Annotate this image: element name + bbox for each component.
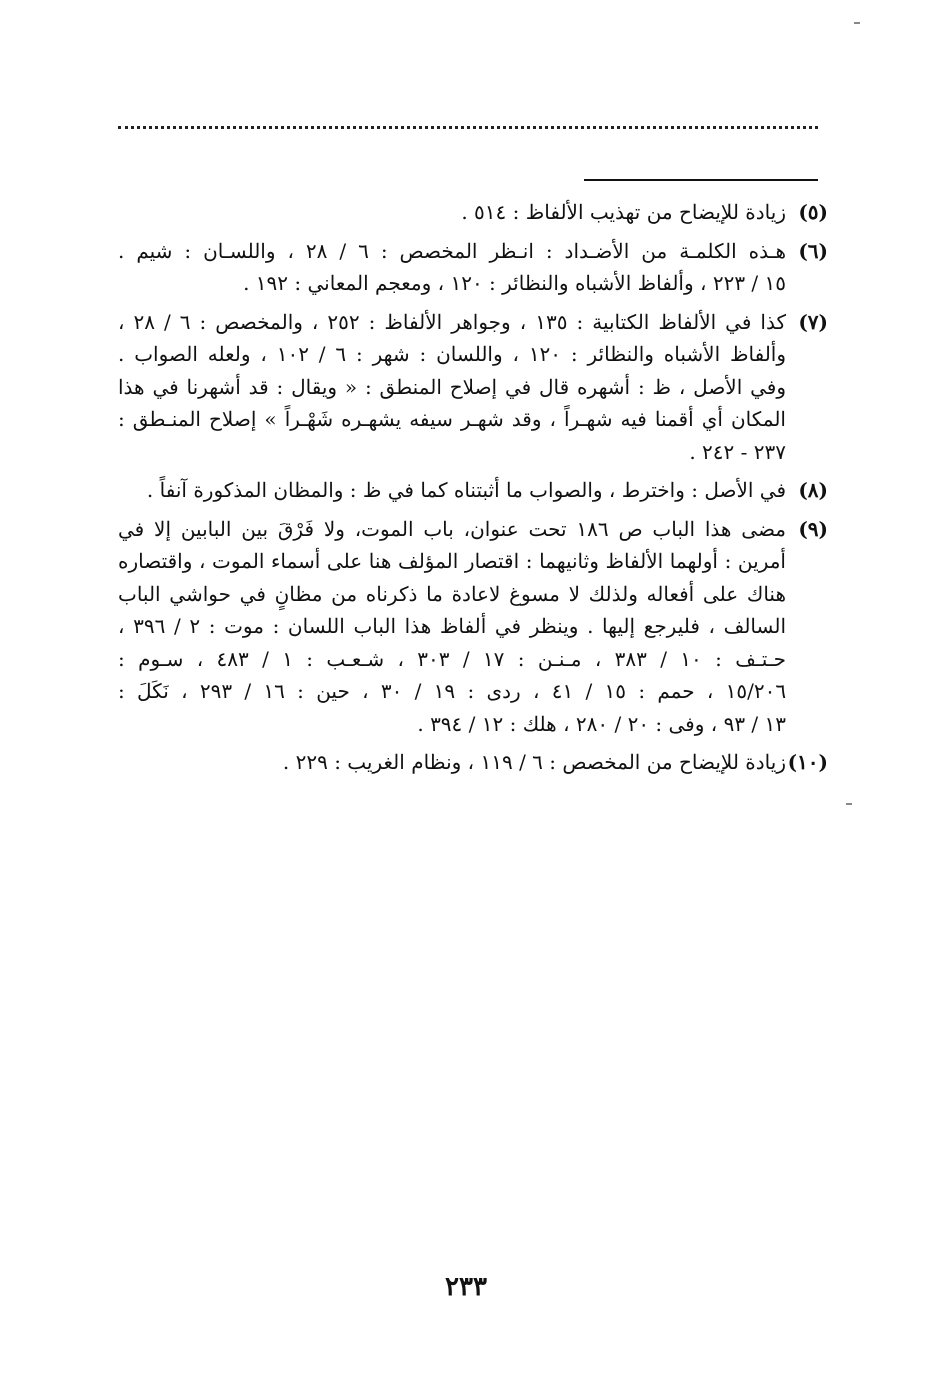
footnote-separator-rule — [584, 179, 818, 181]
footnote-text — [118, 306, 786, 469]
footnote-line: ١٣ / ٩٣ ، وفى : ٢٠ / ٢٨٠ ، هلك : ١٢ / ٣٩٤ . — [417, 711, 786, 736]
footnote-line: مضى هذا الباب ص ١٨٦ تحت عنوان، باب الموت، ولا فَرْقَ بين البابين إلا في — [118, 516, 787, 541]
footnote-line: السالف ، فليرجع إليها . وينظر في ألفاظ هذا الباب اللسان : موت : ٢ / ٣٩٦ ، — [118, 614, 787, 638]
footnote-line: ٢٣٧ - ٢٤٢ . — [689, 439, 786, 464]
footnote-line: زيادة للإيضاح من تهذيب الألفاظ : ٥١٤ . — [461, 200, 786, 224]
footnote-line: زيادة للإيضاح من المخصص : ٦ / ١١٩ ، ونظام الغريب : ٢٢٩ . — [282, 750, 786, 774]
footnote-marker: (٦) — [798, 238, 828, 263]
footnote-7 — [118, 306, 828, 469]
footnote-text — [118, 235, 786, 300]
footnote-line: هـذه الكلمـة من الأضـداد : انـظر المخصص : ٦ / ٢٨ ، واللسـان : شيم . — [118, 238, 787, 263]
footnote-line: ١٥ / ٢٢٣ ، وألفاظ الأشباه والنظائر : ١٢٠ ، ومعجم المعاني : ١٩٢ . — [243, 271, 786, 295]
footnote-marker: (٥) — [798, 200, 828, 224]
footnote-9 — [118, 513, 828, 741]
page-number: ٢٣٣ — [445, 1272, 487, 1302]
dotted-separator — [118, 126, 818, 129]
footnote-text — [118, 513, 786, 741]
footnote-line: في الأصل : واخترط ، والصواب ما أثبتناه كما في ظ : والمظان المذكورة آنفاً . — [146, 478, 786, 502]
footnote-line: حـتـف : ١٠ / ٣٨٣ ، مـنـن : ١٧ / ٣٠٣ ، شـعـب : ١ / ٤٨٣ ، سـوم : — [118, 646, 787, 671]
footnote-5 — [118, 196, 828, 229]
footnote-text — [118, 474, 786, 507]
footnote-line: وألفاظ الأشباه والنظائر : ١٢٠ ، واللسان : شهر : ٦ / ١٠٢ ، ولعله الصواب . — [118, 342, 787, 366]
footnote-line: أمرين : أولهما الألفاظ وثانيهما : اقتصار المؤلف هنا على أسماء الموت ، واقتصاره — [118, 549, 786, 573]
margin-mark — [846, 803, 852, 805]
footnote-marker: (٧) — [798, 309, 828, 334]
footnote-line: المكان أي أقمنا فيه شهـراً ، وقد شهـر سيفه يشهـره شَهْـراً » إصلاح المنـطق : — [118, 407, 786, 431]
footnote-6 — [118, 235, 828, 300]
footnote-line: كذا في الألفاظ الكتابية : ١٣٥ ، وجواهر الألفاظ : ٢٥٢ ، والمخصص : ٦ / ٢٨ ، — [118, 309, 786, 334]
footnote-8 — [118, 474, 828, 507]
footnote-line: هناك على أفعاله ولذلك لا مسوغ لاعادة ما ذكرناه من مظانٍ في حواشي الباب — [118, 581, 786, 606]
footnote-marker: (٩) — [798, 516, 828, 541]
footnote-marker: (٨) — [798, 478, 828, 502]
footnote-marker: (١٠) — [787, 750, 828, 774]
footnote-text — [118, 746, 786, 779]
margin-mark — [854, 22, 860, 24]
footnote-10 — [118, 746, 828, 779]
footnote-line: وفي الأصل ، ظ : أشهره قال في إصلاح المنطق : « ويقال : قد أشهرنا في هذا — [118, 374, 786, 399]
footnote-line: ١٥/٢٠٦ ، حمم : ١٥ / ٤١ ، ردى : ١٩ / ٣٠ ، حين : ١٦ / ٢٩٣ ، نَكَلَ : — [118, 679, 787, 703]
footnote-text — [118, 196, 786, 229]
footnotes-block — [118, 196, 828, 785]
